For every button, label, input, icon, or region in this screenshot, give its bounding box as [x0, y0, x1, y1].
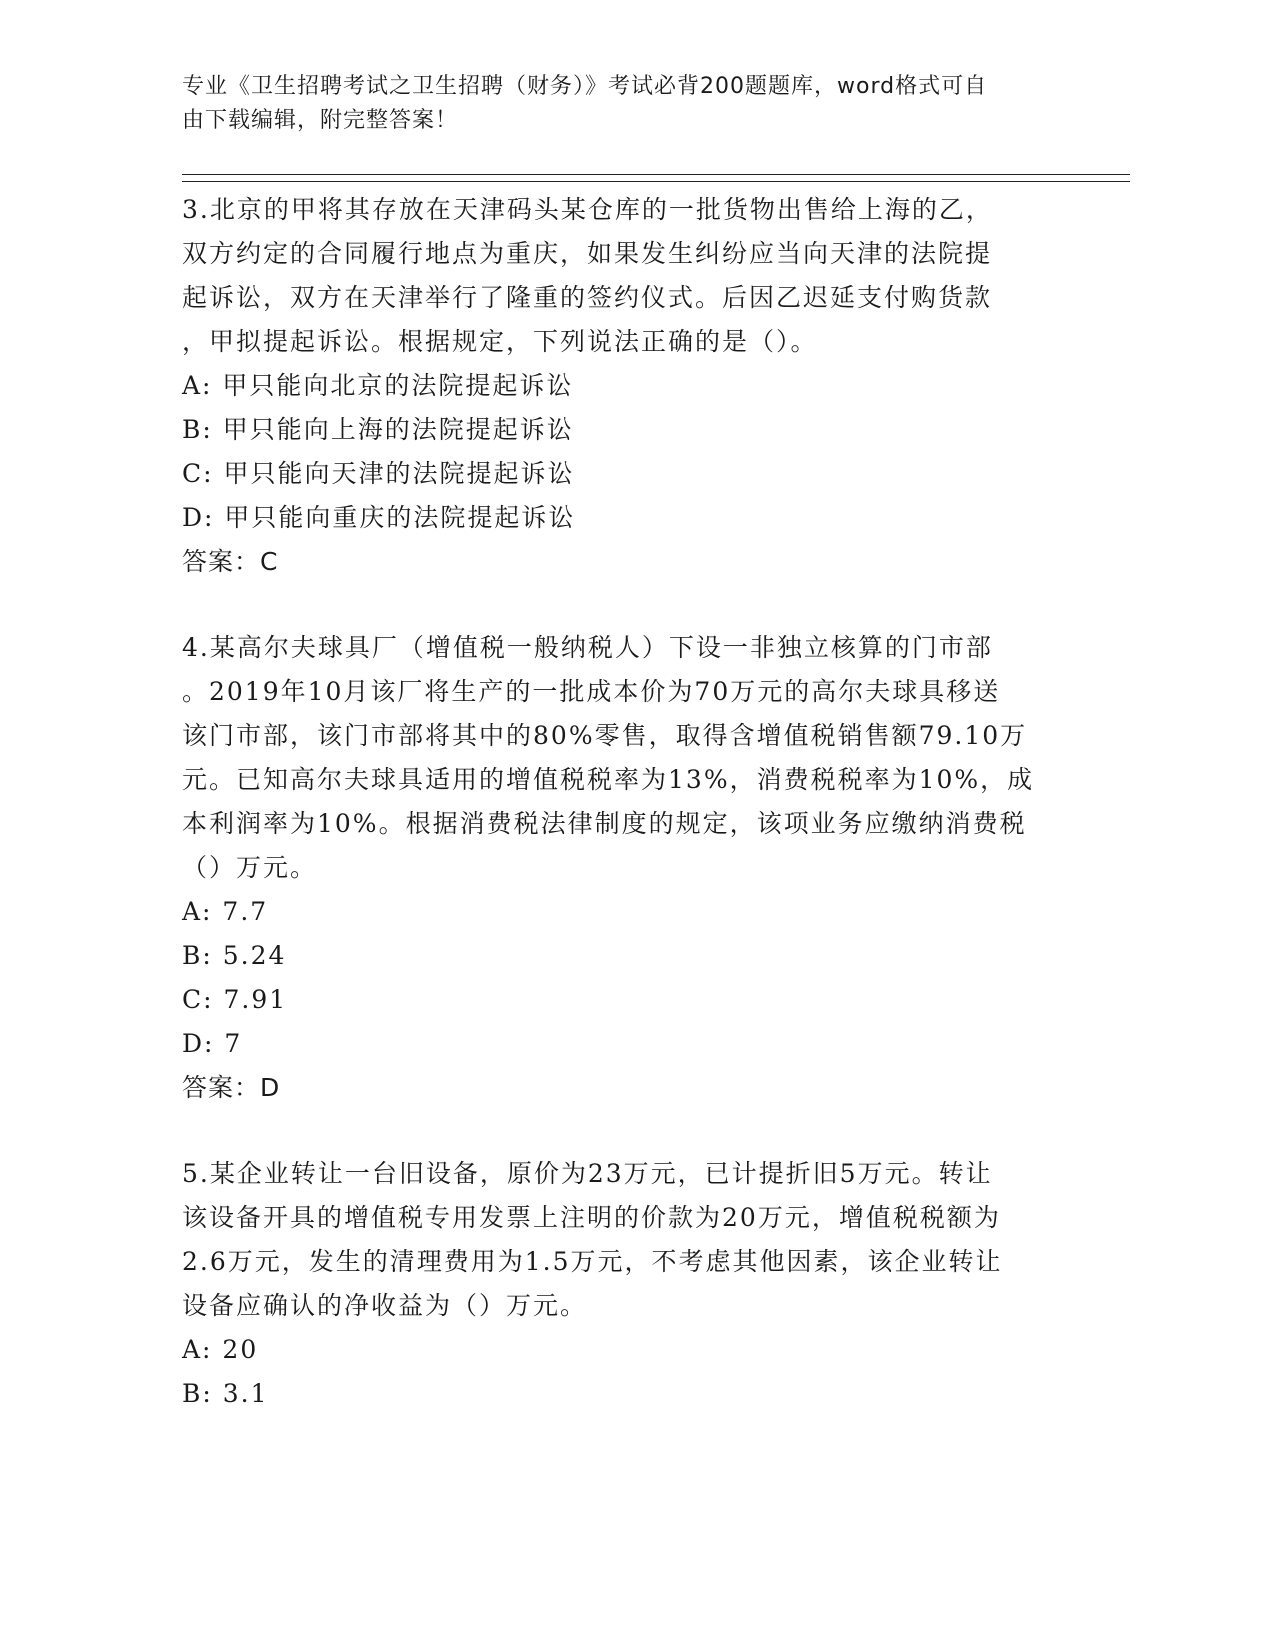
answer-label: 答案：D	[182, 1073, 281, 1102]
option-d: D: 7	[182, 1029, 243, 1058]
question-4	[182, 626, 1082, 1110]
question-spacer	[182, 584, 1082, 626]
question-stem-line: 本利润率为10%。根据消费税法律制度的规定，该项业务应缴纳消费税	[182, 809, 1027, 838]
answer-label: 答案：C	[182, 547, 279, 576]
option-d: D: 甲只能向重庆的法院提起诉讼	[182, 503, 576, 532]
option-b: B: 甲只能向上海的法院提起诉讼	[182, 415, 574, 444]
option-a: A: 甲只能向北京的法院提起诉讼	[182, 371, 574, 400]
option-a: A: 20	[182, 1335, 259, 1364]
header-divider-thick	[182, 181, 1130, 182]
question-stem-line: 设备应确认的净收益为（）万元。	[182, 1291, 588, 1320]
question-stem-line: 元。已知高尔夫球具适用的增值税税率为13%，消费税税率为10%，成	[182, 765, 1035, 794]
option-b: B: 5.24	[182, 941, 287, 970]
question-stem-line: 4.某高尔夫球具厂（增值税一般纳税人）下设一非独立核算的门市部	[182, 633, 993, 662]
header-line-1: 专业《卫生招聘考试之卫生招聘（财务）》考试必背200题题库，word格式可自	[182, 74, 988, 99]
option-a: A: 7.7	[182, 897, 269, 926]
document-header	[182, 70, 1082, 138]
question-stem-line: 该设备开具的增值税专用发票上注明的价款为20万元，增值税税额为	[182, 1203, 1001, 1232]
question-spacer	[182, 1110, 1082, 1152]
question-stem-line: ，甲拟提起诉讼。根据规定，下列说法正确的是（）。	[182, 327, 818, 356]
option-c: C: 甲只能向天津的法院提起诉讼	[182, 459, 575, 488]
question-5	[182, 1152, 1082, 1416]
question-stem-line: 起诉讼，双方在天津举行了隆重的签约仪式。后因乙迟延支付购货款	[182, 283, 993, 312]
question-stem-line: 3.北京的甲将其存放在天津码头某仓库的一批货物出售给上海的乙，	[182, 195, 993, 224]
option-b: B: 3.1	[182, 1379, 269, 1408]
question-stem-line: 2.6万元，发生的清理费用为1.5万元，不考虑其他因素，该企业转让	[182, 1247, 1003, 1276]
header-divider-thin	[182, 174, 1130, 175]
question-stem-line: 。2019年10月该厂将生产的一批成本价为70万元的高尔夫球具移送	[182, 677, 1001, 706]
header-line-2: 由下载编辑，附完整答案！	[182, 108, 459, 133]
question-list	[182, 188, 1082, 1416]
question-stem-line: 5.某企业转让一台旧设备，原价为23万元，已计提折旧5万元。转让	[182, 1159, 993, 1188]
question-stem-line: 该门市部，该门市部将其中的80%零售，取得含增值税销售额79.10万	[182, 721, 1028, 750]
question-3	[182, 188, 1082, 584]
question-stem-line: （）万元。	[182, 853, 318, 882]
option-c: C: 7.91	[182, 985, 288, 1014]
question-stem-line: 双方约定的合同履行地点为重庆，如果发生纠纷应当向天津的法院提	[182, 239, 993, 268]
